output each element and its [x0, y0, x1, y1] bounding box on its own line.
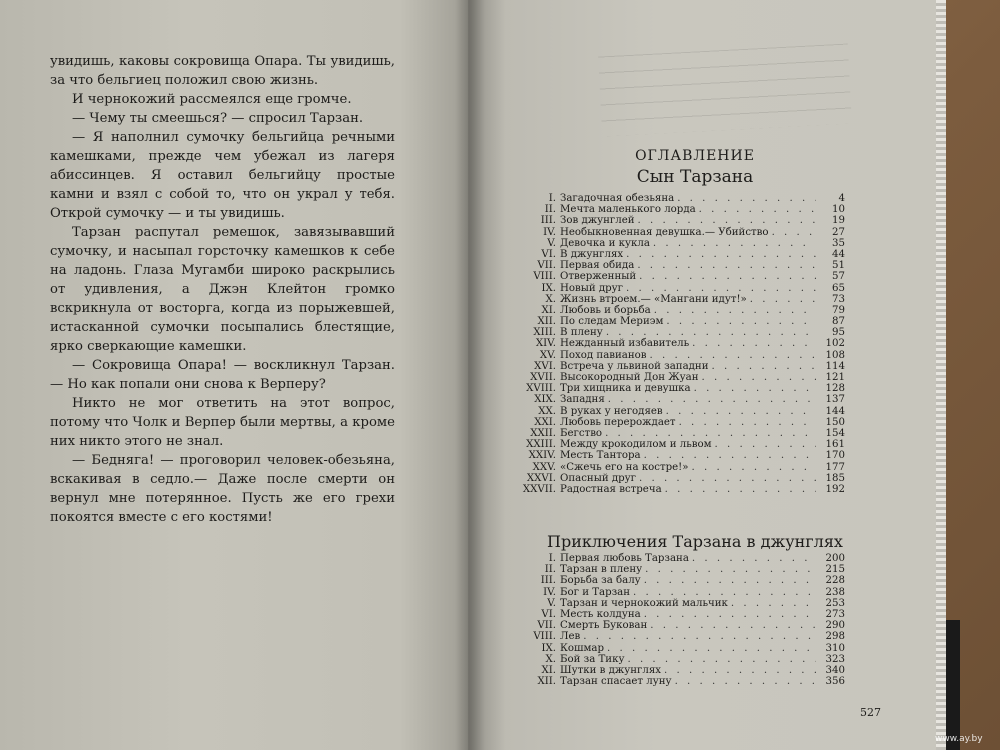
paragraph: — Сокровища Опара! — воскликнул Тарзан.— Но как попали они снова к Верперу? — [50, 358, 395, 392]
chapter-title: Высокородный Дон Жуан — [560, 372, 699, 383]
chapter-title: Тарзан спасает луну — [560, 676, 672, 688]
chapter-title: Лев — [560, 631, 581, 643]
leader-dots — [626, 249, 816, 260]
chapter-page: 177 — [825, 461, 845, 473]
toc-entry — [500, 665, 845, 676]
chapter-number: XIV. — [535, 338, 556, 350]
chapter-page: 154 — [825, 427, 845, 439]
chapter-title: В руках у негодяев — [560, 405, 663, 417]
chapter-number: II. — [544, 204, 556, 216]
chapter-page: 57 — [832, 271, 845, 283]
chapter-number: XVII. — [530, 372, 556, 383]
chapter-number: X. — [545, 293, 556, 305]
chapter-title: Тарзан в плену — [560, 564, 643, 576]
chapter-page: 65 — [832, 282, 845, 294]
toc-entry — [500, 564, 845, 575]
paragraph: — Бедняга! — проговорил человек-обезьяна, вскакивая в седло.— Даже после смерти он вернул мне потерянное. Пусть же его грехи покоятся вместе с его костями! — [50, 453, 395, 525]
chapter-page: 10 — [832, 204, 845, 216]
leader-dots — [607, 643, 816, 654]
chapter-page: 150 — [825, 416, 845, 428]
toc-entry — [500, 305, 845, 316]
toc-entry — [500, 598, 845, 609]
paragraph: увидишь, каковы сокровища Опара. Ты увидишь, за что бельгиец положил свою жизнь. — [50, 54, 395, 88]
book-spine — [455, 0, 485, 750]
chapter-title: Встреча у львиной западни — [560, 360, 709, 372]
chapter-title: Необыкновенная девушка.— Убийство — [560, 226, 769, 238]
chapter-number: XVI. — [534, 360, 556, 372]
leader-dots — [702, 372, 816, 383]
toc-entry — [500, 260, 845, 271]
leader-dots — [699, 204, 816, 215]
chapter-number: V. — [547, 597, 556, 609]
chapter-number: IV. — [543, 226, 556, 238]
chapter-page: 51 — [832, 260, 845, 272]
chapter-page: 128 — [825, 383, 845, 395]
chapter-page: 323 — [825, 653, 845, 665]
chapter-page: 114 — [825, 360, 845, 372]
leader-dots — [644, 575, 816, 586]
chapter-title: Любовь и борьба — [560, 304, 651, 316]
leader-dots — [650, 350, 816, 361]
leader-dots — [772, 227, 816, 238]
chapter-number: I. — [548, 193, 556, 204]
chapter-number: XXV. — [532, 461, 556, 473]
chapter-number: III. — [540, 215, 556, 227]
chapter-number: VI. — [541, 248, 556, 260]
leader-dots — [715, 439, 816, 450]
leader-dots — [731, 598, 816, 609]
chapter-number: V. — [547, 237, 556, 249]
leader-dots — [675, 676, 816, 687]
chapter-page: 238 — [825, 586, 845, 598]
chapter-title: Между крокодилом и львом — [560, 439, 712, 451]
toc-entry — [500, 338, 845, 349]
leader-dots — [627, 654, 816, 665]
page-edges — [936, 0, 946, 750]
part2-title: Приключения Тарзана в джунглях — [547, 532, 843, 551]
leader-dots — [583, 631, 816, 642]
toc-entry — [500, 193, 845, 204]
chapter-page: 44 — [832, 248, 845, 260]
chapter-number: X. — [545, 653, 556, 665]
toc-entry — [500, 428, 845, 439]
paragraph: — Чему ты смеешься? — спросил Тарзан. — [72, 111, 364, 126]
toc-entry — [500, 643, 845, 654]
chapter-title: Бог и Тарзан — [560, 586, 631, 598]
leader-dots — [633, 587, 816, 598]
chapter-number: IX. — [541, 642, 556, 654]
leader-dots — [626, 283, 816, 294]
leader-dots — [639, 271, 816, 282]
leader-dots — [679, 417, 816, 428]
chapter-page: 19 — [832, 215, 845, 227]
chapter-title: Зов джунглей — [560, 215, 635, 227]
chapter-number: XIII. — [533, 327, 556, 339]
chapter-title: Месть колдуна — [560, 608, 641, 620]
chapter-number: VII. — [537, 260, 556, 272]
chapter-number: IX. — [541, 282, 556, 294]
chapter-page: 200 — [825, 553, 845, 564]
chapter-page: 170 — [825, 450, 845, 462]
chapter-page: 228 — [825, 575, 845, 587]
chapter-number: XI. — [541, 664, 556, 676]
leader-dots — [605, 428, 816, 439]
watermark: www.ay.by — [935, 734, 983, 744]
paragraph: — Я наполнил сумочку бельгийца речными камешками, прежде чем убежал из лагеря абиссинцев. Я оставил бельгийцу простые камни и взял с собой то, что он украл у тебя. Открой сумочку — и ты увидишь. — [50, 130, 395, 221]
toc-entry — [500, 271, 845, 282]
chapter-number: XXII. — [530, 427, 556, 439]
toc-entry — [500, 361, 845, 372]
toc-entry — [500, 575, 845, 586]
chapter-page: 4 — [838, 193, 845, 204]
chapter-page: 273 — [825, 608, 845, 620]
leader-dots — [644, 450, 816, 461]
page-number: 527 — [860, 706, 881, 719]
chapter-title: Новый друг — [560, 282, 624, 294]
chapter-page: 356 — [825, 676, 845, 688]
toc-entry — [500, 406, 845, 417]
part2-chapter-list — [500, 553, 845, 687]
bleed-through-text — [598, 44, 852, 137]
toc-entry — [500, 249, 845, 260]
chapter-number: XXVII. — [522, 483, 556, 495]
chapter-title: Девочка и кукла — [560, 237, 650, 249]
leader-dots — [645, 564, 816, 575]
chapter-page: 95 — [832, 327, 845, 339]
leader-dots — [677, 193, 816, 204]
toc-entry — [500, 215, 845, 226]
toc-entry — [500, 631, 845, 642]
chapter-title: Бой за Тику — [560, 653, 625, 665]
chapter-number: XXI. — [534, 416, 556, 428]
leader-dots — [654, 305, 816, 316]
chapter-page: 121 — [825, 372, 845, 383]
chapter-number: XXVI. — [526, 472, 556, 484]
leader-dots — [650, 620, 816, 631]
leader-dots — [694, 383, 816, 394]
leader-dots — [712, 361, 817, 372]
chapter-number: XVIII. — [526, 383, 556, 395]
chapter-title: Любовь перерождает — [560, 416, 676, 428]
chapter-page: 35 — [832, 237, 845, 249]
chapter-page: 137 — [825, 394, 845, 406]
leader-dots — [608, 394, 816, 405]
chapter-page: 27 — [832, 226, 845, 238]
chapter-title: Нежданный избавитель — [560, 338, 690, 350]
toc-entry — [500, 372, 845, 383]
toc-entry — [500, 327, 845, 338]
paragraph: И чернокожий рассмеялся еще громче. — [72, 92, 352, 107]
chapter-number: XIX. — [534, 394, 556, 406]
chapter-title: Первая любовь Тарзана — [560, 553, 689, 564]
chapter-page: 79 — [832, 304, 845, 316]
chapter-number: VII. — [537, 620, 556, 632]
leader-dots — [653, 238, 816, 249]
chapter-page: 192 — [825, 483, 845, 495]
toc-entry — [500, 204, 845, 215]
chapter-title: Отверженный — [560, 271, 637, 283]
chapter-title: Первая обида — [560, 260, 635, 272]
chapter-title: Три хищника и девушка — [560, 383, 691, 395]
chapter-title: Жизнь втроем.— «Мангани идут!» — [560, 293, 747, 305]
toc-entry — [500, 553, 845, 564]
book-cover-edge — [946, 620, 960, 750]
toc-entry — [500, 609, 845, 620]
toc-entry — [500, 484, 845, 495]
chapter-number: XI. — [541, 304, 556, 316]
toc-entry — [500, 316, 845, 327]
chapter-page: 253 — [825, 597, 845, 609]
toc-entry — [500, 227, 845, 238]
chapter-number: XII. — [537, 316, 556, 328]
chapter-title: Западня — [560, 394, 605, 406]
chapter-page: 102 — [825, 338, 845, 350]
chapter-title: Тарзан и чернокожий мальчик — [560, 597, 728, 609]
toc-entry — [500, 394, 845, 405]
leader-dots — [664, 665, 816, 676]
chapter-page: 73 — [832, 293, 845, 305]
leader-dots — [666, 316, 816, 327]
chapter-title: Кошмар — [560, 642, 605, 654]
chapter-number: VIII. — [533, 271, 556, 283]
leader-dots — [666, 406, 816, 417]
chapter-number: XII. — [537, 676, 556, 688]
leader-dots — [638, 215, 816, 226]
paragraph: Никто не мог ответить на этот вопрос, потому что Чолк и Верпер были мертвы, а кроме них никто этого не знал. — [50, 396, 395, 449]
chapter-page: 87 — [832, 316, 845, 328]
chapter-title: Борьба за балу — [560, 575, 641, 587]
chapter-title: В плену — [560, 327, 603, 339]
chapter-title: Мечта маленького лорда — [560, 204, 696, 216]
leader-dots — [750, 294, 816, 305]
chapter-number: III. — [540, 575, 556, 587]
chapter-title: Поход павианов — [560, 349, 647, 361]
toc-entry — [500, 450, 845, 461]
chapter-number: II. — [544, 564, 556, 576]
chapter-page: 290 — [825, 620, 845, 632]
chapter-page: 215 — [825, 564, 845, 576]
leader-dots — [692, 338, 816, 349]
chapter-number: XXIII. — [526, 439, 556, 451]
chapter-title: Радостная встреча — [560, 483, 662, 495]
leader-dots — [665, 484, 816, 495]
toc-entry — [500, 676, 845, 687]
toc-entry — [500, 473, 845, 484]
toc-entry — [500, 462, 845, 473]
toc-entry — [500, 654, 845, 665]
toc-heading: ОГЛАВЛЕНИЕ — [635, 148, 755, 164]
chapter-title: В джунглях — [560, 248, 624, 260]
leader-dots — [692, 553, 816, 564]
left-page-text — [50, 52, 395, 527]
toc-entry — [500, 283, 845, 294]
chapter-page: 340 — [825, 664, 845, 676]
chapter-page: 161 — [825, 439, 845, 451]
toc-entry — [500, 294, 845, 305]
chapter-page: 144 — [825, 405, 845, 417]
part1-chapter-list — [500, 193, 845, 495]
chapter-number: VIII. — [533, 631, 556, 643]
chapter-number: XV. — [539, 349, 556, 361]
chapter-title: Месть Тантора — [560, 450, 641, 462]
chapter-title: «Сжечь его на костре!» — [560, 461, 689, 473]
toc-entry — [500, 350, 845, 361]
chapter-title: Опасный друг — [560, 472, 636, 484]
chapter-number: VI. — [541, 608, 556, 620]
toc-entry — [500, 417, 845, 428]
chapter-title: Бегство — [560, 427, 603, 439]
leader-dots — [637, 260, 816, 271]
chapter-number: XX. — [538, 405, 556, 417]
toc-entry — [500, 383, 845, 394]
chapter-page: 185 — [825, 472, 845, 484]
leader-dots — [692, 462, 816, 473]
toc-entry — [500, 620, 845, 631]
chapter-title: Смерть Букован — [560, 620, 648, 632]
chapter-title: Загадочная обезьяна — [560, 193, 675, 204]
chapter-number: I. — [548, 553, 556, 564]
toc-entry — [500, 587, 845, 598]
paragraph: Тарзан распутал ремешок, завязывавший сумочку, и насыпал горсточку камешков к себе на ладонь. Глаза Мугамби широко раскрылись от удивления, а Джэн Клейтон громко вскрикнула от восторга, когда из порыжевшей, истасканной сумочки посыпались блестящие, ярко сверкающие камешки. — [50, 225, 395, 354]
chapter-page: 310 — [825, 642, 845, 654]
chapter-page: 298 — [825, 631, 845, 643]
chapter-title: Шутки в джунглях — [560, 664, 662, 676]
chapter-number: IV. — [543, 586, 556, 598]
chapter-title: По следам Мериэм — [560, 316, 664, 328]
leader-dots — [644, 609, 816, 620]
chapter-number: XXIV. — [528, 450, 556, 462]
chapter-page: 108 — [825, 349, 845, 361]
part1-title: Сын Тарзана — [636, 167, 754, 187]
leader-dots — [639, 473, 816, 484]
leader-dots — [606, 327, 816, 338]
toc-entry — [500, 439, 845, 450]
toc-entry — [500, 238, 845, 249]
